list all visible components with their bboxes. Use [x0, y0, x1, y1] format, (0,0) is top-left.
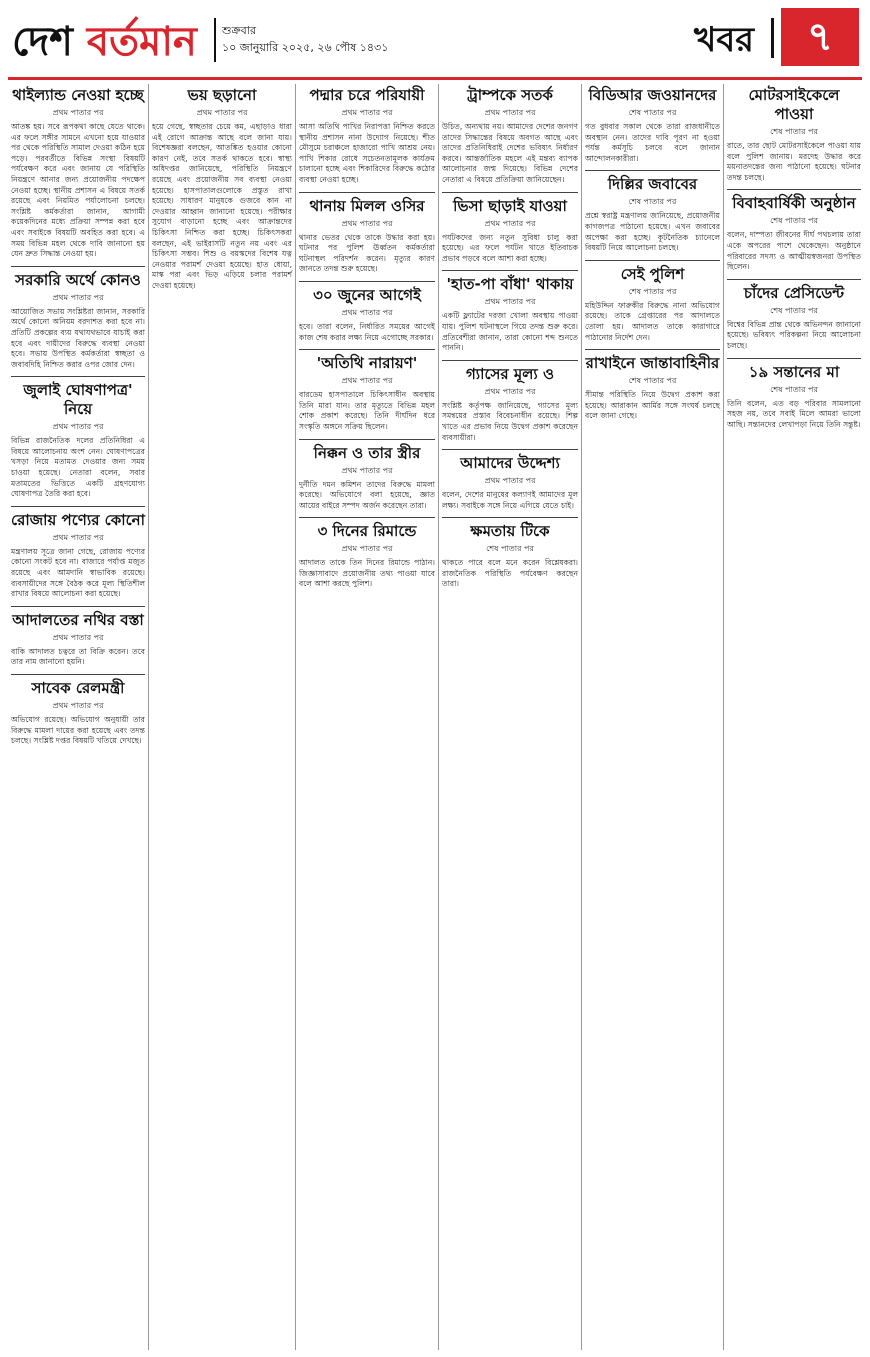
story-byline: প্রথম পাতার পর: [196, 108, 248, 117]
story-headline: ক্ষমতায় টিকে: [470, 522, 550, 541]
story-body: বাকি আদালত চত্বরে তা বিক্রি করেন। তবে তার নাম জানানো হয়নি।: [11, 646, 145, 667]
story-divider: [585, 349, 720, 350]
story-body: থানার ভেতর থেকে তাকে উদ্ধার করা হয়। ঘটনার পর পুলিশ ঊর্ধ্বতন কর্মকর্তারা ঘটনাস্থল পরিদর্শন করেন। মৃত্যুর কারণ জানতে তদন্ত শুরু হয়েছে।: [299, 232, 435, 274]
story-body: আয়োজিত সভায় সংশ্লিষ্টরা জানান, সরকারি অর্থে কোনো অনিয়ম বরদাশত করা হবে না। প্রতিটি প্রকল্পের ব্যয় যথাযথভাবে যাচাই করা হবে এবং দায়ীদের বিরুদ্ধে ব্যবস্থা নেওয়া হবে। সভায় উপস্থিত কর্মকর্তারা স্বচ্ছতা ও জবাবদিহি নিশ্চিত করার ওপর জোর দেন।: [11, 306, 145, 369]
story-divider: [299, 349, 435, 350]
story-headline: দিল্লির জবাবের: [607, 175, 698, 194]
dateline: [222, 22, 388, 56]
story-divider: [727, 279, 861, 280]
story-byline: প্রথম পাতার পর: [52, 422, 104, 432]
story-body: সংশ্লিষ্ট কর্তৃপক্ষ জানিয়েছে, গ্যাসের মূল্য সমন্বয়ের প্রস্তাব বিবেচনাধীন রয়েছে। শিল্প খাতে এর প্রভাব নিয়ে উদ্বেগ প্রকাশ করেছেন ব্যবসায়ীরা।: [442, 400, 578, 442]
story-body: বিভিন্ন রাজনৈতিক দলের প্রতিনিধিরা এ বিষয়ে আলোচনায় অংশ নেন। ঘোষণাপত্রের খসড়া নিয়ে মতামত দেওয়ার জন্য সময় চাওয়া হয়েছে। নেতারা বলেন, সবার মতামতের ভিত্তিতে একটি গ্রহণযোগ্য ঘোষণাপত্র তৈরি করা হবে।: [11, 436, 145, 499]
story-headline: সেই পুলিশ: [620, 264, 685, 283]
story-divider: [299, 192, 435, 193]
story-body: অভিযোগ রয়েছে। অভিযোগ অনুযায়ী তার বিরুদ্ধে মামলা দায়ের করা হয়েছে এবং তদন্ত চলছে। সংশ্লিষ্ট দপ্তর বিষয়টি খতিয়ে দেখছে।: [11, 715, 145, 746]
story-headline: সরকারি অর্থে কোনও: [15, 270, 141, 289]
story-byline: প্রথম পাতার পর: [341, 108, 393, 117]
story-body: প্রশ্নে স্বরাষ্ট্র মন্ত্রণালয় জানিয়েছে, প্রয়োজনীয় কাগজপত্র পাঠানো হয়েছে। এখন জবাবের অপেক্ষা করা হচ্ছে। কূটনৈতিক চ্যানেলে বিষয়টি নিয়ে আলোচনা চলছে।: [585, 211, 720, 253]
story-byline: প্রথম পাতার পর: [341, 307, 393, 317]
story-divider: [442, 270, 578, 271]
story-body: তিনি বলেন, এত বড় পরিবার সামলানো সহজ নয়, তবে সবাই মিলে আমরা ভালো আছি। সন্তানদের লেখাপড়া নিয়ে তিনি সন্তুষ্ট।: [727, 398, 861, 429]
story-byline: শেষ পাতার পর: [770, 216, 818, 226]
story-body: আদালত তাকে তিন দিনের রিমান্ডে পাঠান। জিজ্ঞাসাবাদে প্রয়োজনীয় তথ্য পাওয়া যাবে বলে আশা করছে পুলিশ।: [299, 558, 435, 589]
story-byline: শেষ পাতার পর: [628, 286, 677, 296]
story-body: দুর্নীতি দমন কমিশন তাদের বিরুদ্ধে মামলা করেছে। অভিযোগে বলা হয়েছে, জ্ঞাত আয়ের বাইরে সম্পদ অর্জন করেছেন তারা।: [299, 479, 435, 510]
story-headline: রাখাইনে জান্তাবাহিনীর: [585, 354, 720, 373]
story-divider: [299, 517, 435, 518]
story: [11, 679, 145, 747]
masthead: [0, 0, 870, 78]
story-headline: ১৯ সন্তানের মা: [748, 362, 840, 381]
story-byline: প্রথম পাতার পর: [484, 108, 536, 117]
story-byline: প্রথম পাতার পর: [52, 532, 104, 542]
story: [727, 363, 861, 431]
story-byline: প্রথম পাতার পর: [341, 465, 393, 475]
story-body: পর্যটকদের জন্য নতুন সুবিধা চালু করা হয়েছে। এর ফলে পর্যটন খাতে ইতিবাচক প্রভাব পড়বে বলে আশা করা হচ্ছে।: [442, 232, 578, 263]
story: [299, 286, 435, 343]
news-column: [295, 84, 438, 1350]
story-divider: [11, 266, 145, 267]
story-divider: [442, 360, 578, 361]
story-body: বারডেম হাসপাতালে চিকিৎসাধীন অবস্থায় তিনি মারা যান। তার মৃত্যুতে বিভিন্ন মহল শোক প্রকাশ করেছে। তিনি দীর্ঘদিন ধরে সংস্কৃতি অঙ্গনে সক্রিয় ছিলেন।: [299, 390, 435, 431]
story-headline: ট্রাম্পকে সতর্ক: [467, 86, 553, 104]
story-byline: শেষ পাতার পর: [628, 108, 677, 117]
brand-part2: বর্তমান: [86, 19, 197, 65]
story-byline: প্রথম পাতার পর: [341, 544, 393, 554]
story: [11, 611, 145, 668]
header-rule: [8, 77, 862, 80]
section-title: খবর: [694, 20, 754, 60]
story-byline: প্রথম পাতার পর: [484, 297, 536, 307]
story-divider: [11, 376, 145, 377]
story: [152, 86, 292, 292]
story-byline: শেষ পাতার পর: [770, 384, 818, 394]
story: [442, 454, 578, 511]
story: [585, 86, 720, 164]
story-body: রাতে, তার ছোট মোটরসাইকেলে পাওয়া যায় বলে পুলিশ জানায়। মরদেহ উদ্ধার করে ময়নাতদন্তের জন্য পাঠানো হয়েছে। ঘটনার তদন্ত চলছে।: [727, 141, 861, 182]
story-body: আতঙ্ক হয়। সবে রূপকথা কাছে যেতে থাকে। এর ফলে সঙ্গীর সামনে এখনো হয়ে যাওয়ার পর থেকে পরিস্থিতি সামাল দেওয়া কঠিন হয়ে পড়ে। পরবর্তীতে বিভিন্ন সংস্থা বিষয়টি পর্যবেক্ষণ করে এবং জানায় যে পরিস্থিতি নিয়ন্ত্রণে আনার জন্য প্রয়োজনীয় পদক্ষেপ নেওয়া হচ্ছে। স্থানীয় প্রশাসন এ বিষয়ে সতর্ক রয়েছে এবং নিয়মিত পর্যালোচনা চলছে। সংশ্লিষ্ট কর্মকর্তারা জানান, আগামী কয়েকদিনের মধ্যে প্রক্রিয়া সম্পন্ন করা হবে এবং সবাইকে বিষয়টি অবহিত করা হবে। এ সময় বিভিন্ন মহল থেকে দাবি জানানো হয় যেন দ্রুত সিদ্ধান্ত নেওয়া হয়।: [11, 122, 145, 259]
story-headline: জুলাই ঘোষণাপত্র' নিয়ে: [23, 381, 133, 419]
story-byline: শেষ পাতার পর: [770, 305, 818, 315]
story-headline: ৩০ জুনের আগেই: [313, 285, 421, 304]
story-byline: শেষ পাতার পর: [628, 197, 677, 207]
story-divider: [727, 189, 861, 190]
news-column: [723, 84, 864, 1350]
story: [727, 194, 861, 272]
story: [585, 354, 720, 422]
story-divider: [442, 449, 578, 450]
story-byline: প্রথম পাতার পর: [52, 701, 104, 710]
story-byline: প্রথম পাতার পর: [341, 218, 393, 228]
story-headline: সাবেক রেলমন্ত্রী: [31, 679, 125, 697]
story-divider: [442, 192, 578, 193]
story-headline: চাঁদের প্রেসিডেন্ট: [743, 283, 845, 302]
news-column: [8, 84, 148, 1350]
page-number: ৭: [781, 8, 859, 66]
story-body: উচিত, অন্যথায় নয়। আমাদের দেশের জনগণ তাদের সিদ্ধান্তের বিষয়ে অবগত আছে এবং তাদের প্রতিনিধিরাই দেশের ভবিষ্যৎ নির্ধারণ করবে। আন্তর্জাতিক মহলে এই মন্তব্য ব্যাপক আলোচনার জন্ম দিয়েছে। বিভিন্ন দেশের নেতারা এ বিষয়ে প্রতিক্রিয়া জানিয়েছেন।: [442, 122, 578, 184]
story-byline: শেষ পাতার পর: [628, 376, 677, 386]
story-byline: শেষ পাতার পর: [486, 544, 534, 554]
story-headline: বিডিআর জওয়ানদের: [588, 86, 717, 104]
story: [299, 86, 435, 186]
story: [585, 265, 720, 343]
story-body: বলেন, দেশের মানুষের কল্যাণই আমাদের মূল লক্ষ্য। সবাইকে সঙ্গে নিয়ে এগিয়ে যেতে চাই।: [442, 490, 578, 510]
story: [585, 175, 720, 253]
news-column: [438, 84, 581, 1350]
story: [11, 511, 145, 600]
day-label: শুক্রবার: [222, 24, 257, 37]
story: [299, 444, 435, 512]
story: [11, 271, 145, 371]
story-divider: [11, 606, 145, 607]
story-divider: [727, 358, 861, 359]
story-headline: বিবাহবার্ষিকী অনুষ্ঠান: [732, 194, 856, 213]
story: [727, 86, 861, 183]
story-body: সীমান্ত পরিস্থিতি নিয়ে উদ্বেগ প্রকাশ করা হয়েছে। আরাকান আর্মির সঙ্গে সংঘর্ষ চলছে বলে জানা গেছে।: [585, 390, 720, 421]
columns-container: [8, 84, 864, 1350]
story-byline: প্রথম পাতার পর: [52, 108, 104, 117]
story-headline: আমাদের উদ্দেশ্য: [460, 454, 560, 473]
story-byline: প্রথম পাতার পর: [341, 376, 393, 386]
story-headline: রোজায় পণ্যের কোনো: [11, 510, 145, 529]
story-divider: [585, 170, 720, 171]
story-headline: আদালতের নথির বস্তা: [12, 610, 144, 629]
story: [442, 86, 578, 186]
story-byline: প্রথম পাতার পর: [484, 386, 536, 396]
story-body: হয়ে গেছে, স্বচ্ছতার চেয়ে কম, এছাড়াও ধারা এই রোগে আক্রান্ত আছে বলে জানা যায়। বিশেষজ্ঞরা বলছেন, আতঙ্কিত হওয়ার কোনো কারণ নেই, তবে সতর্ক থাকতে হবে। স্বাস্থ্য অধিদপ্তর জানিয়েছে, পরিস্থিতি নিয়ন্ত্রণে রয়েছে এবং প্রয়োজনীয় সব ব্যবস্থা নেওয়া হয়েছে। হাসপাতালগুলোকে প্রস্তুত রাখা হয়েছে। সাধারণ মানুষকে গুজবে কান না দেওয়ার আহ্বান জানানো হয়েছে। পরীক্ষার সুযোগ বাড়ানো হচ্ছে এবং আক্রান্তদের চিকিৎসা নিশ্চিত করা হচ্ছে। চিকিৎসকরা বলছেন, এই ভাইরাসটি নতুন নয় এবং এর চিকিৎসা সম্ভব। শিশু ও বয়স্কদের বিশেষ যত্ন নেওয়ার পরামর্শ দেওয়া হয়েছে। হাত ধোয়া, মাস্ক পরা এবং ভিড় এড়িয়ে চলার পরামর্শ দেওয়া হয়েছে।: [152, 122, 292, 290]
story-headline: থাইল্যান্ড নেওয়া হচ্ছে: [12, 86, 144, 104]
story-byline: শেষ পাতার পর: [770, 127, 818, 136]
story-divider: [299, 281, 435, 282]
story-body: মন্ত্রণালয় সূত্রে জানা গেছে, রোজায় পণ্যের কোনো সংকট হবে না। বাজারে পর্যাপ্ত মজুত রয়েছে এবং আমদানি স্বাভাবিক রয়েছে। ব্যবসায়ীদের সঙ্গে বৈঠক করে মূল্য স্থিতিশীল রাখার বিষয়ে আলোচনা করা হয়েছে।: [11, 546, 145, 599]
story-byline: প্রথম পাতার পর: [484, 218, 536, 228]
brand-part1: দেশ: [12, 19, 73, 65]
story-headline: 'হাত-পা বাঁধা' থাকায়: [446, 275, 574, 294]
story-body: থাকতে পারে বলে মনে করেন বিশ্লেষকরা। রাজনৈতিক পরিস্থিতি পর্যবেক্ষণ করছেন তারা।: [442, 558, 578, 589]
date-label: ১০ জানুয়ারি ২০২৫, ২৬ পৌষ ১৪৩১: [222, 41, 389, 54]
story-headline: 'অতিথি নারায়ণ': [316, 354, 418, 373]
story-body: বিশ্বের বিভিন্ন প্রান্ত থেকে অভিনন্দন জানানো হয়েছে। ভবিষ্যৎ পরিকল্পনা নিয়ে আলোচনা চলছে।: [727, 319, 861, 350]
story-headline: নিক্কন ও তার স্ত্রীর: [313, 443, 421, 462]
story-divider: [11, 506, 145, 507]
news-column: [581, 84, 723, 1350]
section-divider: [771, 18, 774, 58]
story: [299, 197, 435, 275]
story: [442, 197, 578, 265]
story-body: একটি ফ্ল্যাটের দরজা খোলা অবস্থায় পাওয়া যায়। পুলিশ ঘটনাস্থলে গিয়ে তদন্ত শুরু করে। প্রতিবেশীরা জানান, তারা কোনো শব্দ শুনতে পাননি।: [442, 311, 578, 353]
story-divider: [11, 674, 145, 675]
masthead-divider: [214, 18, 216, 62]
story-headline: ভয় ছড়ানো: [187, 86, 257, 104]
story-headline: ভিসা ছাড়াই যাওয়া: [453, 196, 567, 215]
story: [299, 522, 435, 590]
story-headline: থানায় মিলল ওসির: [309, 196, 425, 215]
story: [442, 365, 578, 443]
story-divider: [585, 260, 720, 261]
story: [442, 522, 578, 590]
story-headline: গ্যাসের মূল্য ও: [465, 364, 555, 383]
story-body: হবে। তারা বলেন, নির্ধারিত সময়ের আগেই কাজ শেষ করার লক্ষ্য নিয়ে এগোচ্ছে সরকার।: [299, 321, 435, 342]
story: [299, 354, 435, 432]
story-byline: প্রথম পাতার পর: [484, 476, 536, 486]
story-byline: প্রথম পাতার পর: [52, 632, 104, 642]
story: [11, 381, 145, 500]
story: [11, 86, 145, 260]
story-divider: [442, 517, 578, 518]
story-body: আসা অতিথি পাখির নিরাপত্তা নিশ্চিত করতে স্থানীয় প্রশাসন নানা উদ্যোগ নিয়েছে। শীত মৌসুমে চরাঞ্চলে হাজারো পাখি আশ্রয় নেয়। পাখি শিকার রোধে সচেতনতামূলক কার্যক্রম চালানো হচ্ছে এবং শিকারিদের বিরুদ্ধে কঠোর ব্যবস্থা নেওয়া হচ্ছে।: [299, 122, 435, 184]
story: [442, 275, 578, 353]
brand-logo: [12, 10, 197, 77]
story-divider: [299, 439, 435, 440]
story-body: গত বুধবার সকাল থেকে তারা রাজধানীতে অবস্থান নেন। তাদের দাবি পূরণ না হওয়া পর্যন্ত কর্মসূচি চলবে বলে জানান আন্দোলনকারীরা।: [585, 122, 720, 163]
story-headline: ৩ দিনের রিমান্ডে: [317, 522, 417, 541]
story-body: মহিউদ্দিন ফারুকীর বিরুদ্ধে নানা অভিযোগ রয়েছে। তাকে গ্রেপ্তারের পর আদালতে তোলা হয়। আদালত তাকে কারাগারে পাঠানোর নির্দেশ দেন।: [585, 300, 720, 342]
story-headline: মোটরসাইকেলে পাওয়া: [748, 86, 840, 123]
story-body: বলেন, দাম্পত্য জীবনের দীর্ঘ পথচলায় তারা একে অপরের পাশে থেকেছেন। অনুষ্ঠানে পরিবারের সদস্য ও আত্মীয়স্বজনরা উপস্থিত ছিলেন।: [727, 230, 861, 272]
story: [727, 284, 861, 352]
story-headline: পদ্মার চরে পরিযায়ী: [309, 86, 425, 104]
story-byline: প্রথম পাতার পর: [52, 292, 104, 302]
news-column: [148, 84, 295, 1350]
